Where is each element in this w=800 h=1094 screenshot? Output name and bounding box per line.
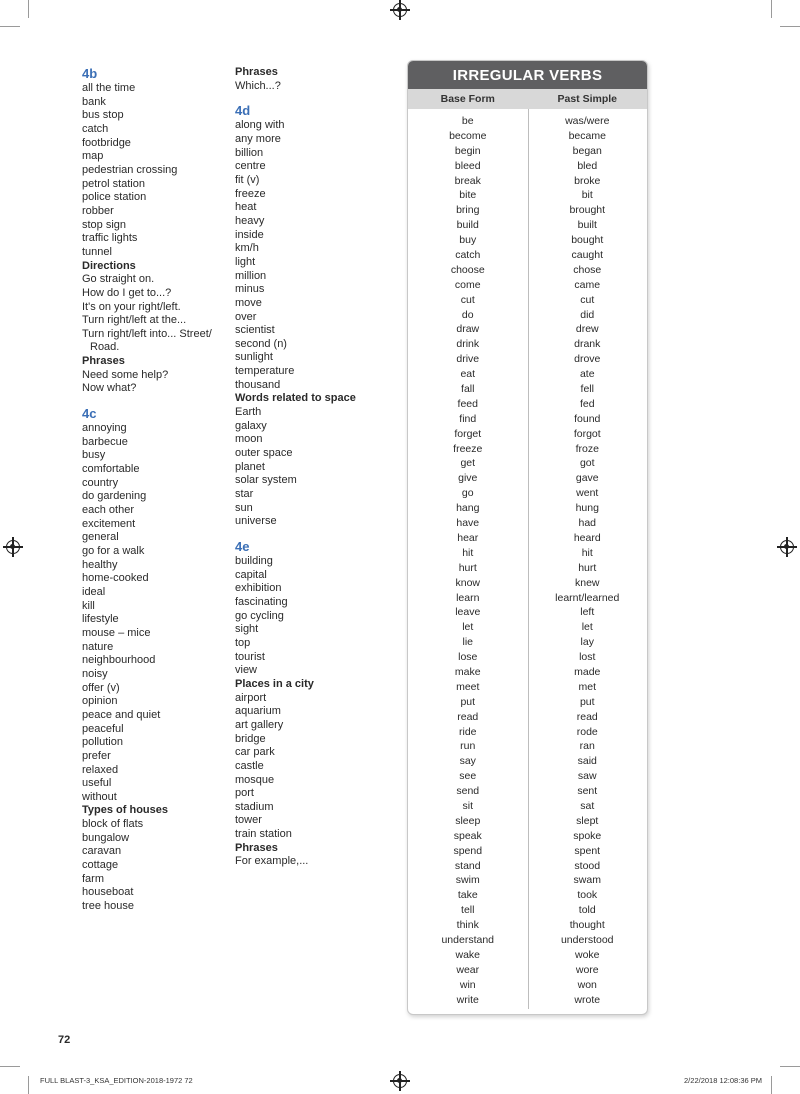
vocabulary-item: mosque <box>235 773 275 786</box>
vocabulary-item: art gallery <box>235 718 284 731</box>
subheading: Types of houses <box>82 804 168 817</box>
base-form-cell: know <box>455 576 480 589</box>
vocabulary-item: light <box>235 255 256 268</box>
vocabulary-item: home-cooked <box>82 572 149 585</box>
section-heading: 4c <box>82 406 97 422</box>
vocabulary-item: view <box>235 664 258 677</box>
vocabulary-item: relaxed <box>82 763 119 776</box>
past-simple-cell: hung <box>575 502 599 515</box>
subheading: Phrases <box>235 841 278 854</box>
vocabulary-item: sight <box>235 623 259 636</box>
past-simple-cell: froze <box>575 442 599 455</box>
past-simple-cell: understood <box>560 933 614 946</box>
vocabulary-item: stop sign <box>82 218 127 231</box>
past-simple-cell: drew <box>575 323 599 336</box>
base-form-cell: eat <box>460 368 476 381</box>
base-form-cell: be <box>461 115 474 127</box>
section-heading: 4d <box>235 103 251 119</box>
vocabulary-item: Road. <box>90 341 120 354</box>
vocabulary-item: any more <box>235 132 281 145</box>
past-simple-cell: fell <box>580 383 594 396</box>
past-simple-cell: hurt <box>578 561 597 574</box>
base-form-cell: say <box>459 755 476 768</box>
past-simple-cell: sat <box>580 799 595 812</box>
crop-mark <box>28 1076 29 1094</box>
vocabulary-item: Need some help? <box>82 368 169 381</box>
crop-mark <box>0 1066 20 1067</box>
base-form-cell: feed <box>457 397 478 410</box>
past-simple-cell: put <box>579 695 595 708</box>
base-form-cell: bleed <box>454 159 481 172</box>
base-form-cell: do <box>461 308 474 321</box>
base-form-cell: swim <box>455 874 480 887</box>
base-form-column <box>408 114 528 1007</box>
vocabulary-item: footbridge <box>82 136 131 149</box>
vocabulary-item: aquarium <box>235 705 281 718</box>
past-simple-cell: said <box>577 755 597 768</box>
base-form-cell: tell <box>461 904 475 917</box>
section-heading: 4e <box>235 539 250 554</box>
past-simple-cell: was/were <box>565 115 610 127</box>
vocabulary-item: universe <box>235 515 277 528</box>
past-simple-cell: ran <box>579 740 595 753</box>
crop-mark <box>28 0 29 18</box>
past-simple-cell: spoke <box>573 829 602 842</box>
past-simple-cell: saw <box>577 770 597 783</box>
crop-mark <box>771 0 772 18</box>
crop-mark <box>780 1066 800 1067</box>
page-number: 72 <box>58 1034 71 1046</box>
subheading: Words related to space <box>235 392 356 405</box>
base-form-cell: give <box>458 472 478 485</box>
base-form-cell: wear <box>456 963 480 976</box>
past-simple-cell: broke <box>574 174 601 187</box>
vocabulary-item: building <box>235 555 273 567</box>
past-simple-cell: made <box>574 665 601 678</box>
registration-mark-icon <box>393 1074 407 1088</box>
past-simple-cell: brought <box>569 204 606 217</box>
vocabulary-item: over <box>235 310 257 323</box>
vocabulary-item: police station <box>82 191 147 204</box>
base-form-cell: wake <box>455 948 480 961</box>
past-simple-cell: wore <box>575 963 599 976</box>
vocabulary-item: opinion <box>82 695 118 708</box>
vocabulary-item: fascinating <box>235 595 288 608</box>
base-form-cell: ride <box>458 725 477 738</box>
vocabulary-item: go for a walk <box>82 545 145 557</box>
base-form-cell: take <box>457 889 478 902</box>
base-form-cell: understand <box>441 933 495 946</box>
past-simple-cell: spent <box>574 844 601 857</box>
past-simple-column <box>528 114 648 1007</box>
past-simple-cell: fed <box>579 397 595 410</box>
vocabulary-item: all the time <box>82 82 136 94</box>
print-slug-timestamp: 2/22/2018 12:08:36 PM <box>684 1076 762 1085</box>
past-simple-cell: came <box>574 278 601 291</box>
base-form-cell: begin <box>454 144 481 157</box>
base-form-header: Base Form <box>440 93 495 105</box>
base-form-cell: sit <box>462 799 473 812</box>
vocabulary-item: offer (v) <box>82 681 120 694</box>
base-form-cell: send <box>456 785 480 798</box>
base-form-cell: write <box>456 993 479 1006</box>
vocabulary-item: exhibition <box>235 582 282 595</box>
base-form-cell: freeze <box>453 442 483 455</box>
base-form-cell: speak <box>453 829 482 842</box>
vocabulary-item: bungalow <box>82 831 130 844</box>
past-simple-header: Past Simple <box>557 93 618 105</box>
base-form-cell: choose <box>450 263 485 276</box>
base-form-cell: leave <box>455 606 481 619</box>
past-simple-cell: ate <box>579 368 595 381</box>
vocabulary-item: For example,... <box>235 855 309 868</box>
registration-mark-icon <box>780 540 794 554</box>
vocabulary-item: billion <box>235 146 264 159</box>
vocabulary-item: sunlight <box>235 351 273 364</box>
base-form-cell: forget <box>454 427 482 440</box>
vocabulary-item: bank <box>82 95 106 108</box>
base-form-cell: catch <box>455 249 481 262</box>
vocabulary-item: farm <box>82 872 104 885</box>
table-header-row <box>408 89 647 109</box>
vocabulary-item: train station <box>235 828 292 841</box>
past-simple-cell: let <box>581 621 593 634</box>
vocabulary-item: busy <box>82 449 106 462</box>
vocabulary-item: capital <box>235 568 267 581</box>
vocabulary-item: outer space <box>235 447 293 460</box>
registration-mark-icon <box>6 540 20 554</box>
vocabulary-item: caravan <box>82 845 122 858</box>
base-form-cell: run <box>460 740 476 753</box>
past-simple-cell: gave <box>575 472 599 485</box>
past-simple-cell: went <box>576 487 599 500</box>
vocabulary-item: catch <box>82 122 109 135</box>
vocabulary-item: noisy <box>82 667 108 680</box>
vocabulary-item: thousand <box>235 378 281 391</box>
past-simple-cell: did <box>580 308 595 321</box>
base-form-cell: read <box>457 710 479 723</box>
past-simple-cell: slept <box>576 814 599 827</box>
past-simple-cell: rode <box>576 725 598 738</box>
word-list-column-1 <box>82 66 222 914</box>
vocabulary-item: temperature <box>235 365 295 378</box>
vocabulary-item: tree house <box>82 900 134 913</box>
base-form-cell: fall <box>461 383 475 396</box>
past-simple-cell: wrote <box>574 993 601 1006</box>
crop-mark <box>780 26 800 27</box>
past-simple-cell: chose <box>573 263 602 276</box>
vocabulary-item: move <box>235 296 262 309</box>
vocabulary-item: kill <box>82 599 95 612</box>
vocabulary-item: tourist <box>235 650 265 663</box>
base-form-cell: learn <box>456 591 480 604</box>
base-form-cell: make <box>454 665 481 678</box>
base-form-cell: break <box>454 174 481 187</box>
vocabulary-item: block of flats <box>82 818 144 831</box>
irregular-verbs-table <box>407 60 648 1015</box>
vocabulary-item: galaxy <box>235 419 267 432</box>
past-simple-cell: took <box>577 889 598 902</box>
past-simple-cell: left <box>580 606 595 619</box>
vocabulary-item: star <box>235 488 254 501</box>
vocabulary-item: excitement <box>82 517 136 530</box>
base-form-cell: sleep <box>455 814 481 827</box>
past-simple-cell: won <box>577 978 597 991</box>
past-simple-cell: found <box>574 412 601 425</box>
base-form-cell: meet <box>456 680 480 693</box>
past-simple-cell: began <box>572 144 602 157</box>
base-form-cell: hear <box>457 531 479 544</box>
past-simple-cell: met <box>578 680 596 693</box>
past-simple-cell: drank <box>574 338 601 351</box>
past-simple-cell: bit <box>581 189 593 202</box>
vocabulary-item: comfortable <box>82 463 140 476</box>
past-simple-cell: built <box>577 219 597 232</box>
base-form-cell: go <box>461 487 474 500</box>
vocabulary-item: lifestyle <box>82 613 119 626</box>
vocabulary-item: Go straight on. <box>82 273 155 286</box>
vocabulary-item: houseboat <box>82 886 134 899</box>
base-form-cell: build <box>456 219 479 232</box>
past-simple-cell: drove <box>574 353 601 366</box>
word-list-column-2 <box>235 66 395 869</box>
past-simple-cell: got <box>579 457 595 470</box>
past-simple-cell: woke <box>574 948 600 961</box>
vocabulary-item: peace and quiet <box>82 708 161 721</box>
vocabulary-item: annoying <box>82 422 127 435</box>
past-simple-cell: had <box>578 517 597 530</box>
subheading: Phrases <box>82 355 125 368</box>
past-simple-cell: cut <box>580 293 595 306</box>
vocabulary-item: Now what? <box>82 382 137 395</box>
vocabulary-item: bus stop <box>82 109 124 122</box>
vocabulary-item: nature <box>82 640 114 653</box>
past-simple-cell: knew <box>574 576 600 589</box>
vocabulary-item: go cycling <box>235 609 284 622</box>
vocabulary-item: airport <box>235 691 267 704</box>
past-simple-cell: bought <box>571 234 604 247</box>
vocabulary-item: petrol station <box>82 177 145 190</box>
past-simple-cell: read <box>576 710 598 723</box>
base-form-cell: spend <box>453 844 483 857</box>
vocabulary-item: bridge <box>235 732 266 745</box>
vocabulary-item: minus <box>235 283 265 296</box>
base-form-cell: become <box>449 129 487 142</box>
past-simple-cell: caught <box>571 249 604 262</box>
past-simple-cell: lost <box>579 651 596 664</box>
irregular-verbs-title: IRREGULAR VERBS <box>408 61 647 89</box>
vocabulary-item: Which...? <box>235 79 281 92</box>
vocabulary-item: solar system <box>235 474 297 487</box>
base-form-cell: hurt <box>458 561 477 574</box>
vocabulary-item: castle <box>235 759 264 772</box>
base-form-cell: bite <box>459 189 477 202</box>
past-simple-cell: sent <box>577 785 598 798</box>
vocabulary-item: useful <box>82 777 112 790</box>
vocabulary-item: sun <box>235 501 253 514</box>
vocabulary-item: second (n) <box>235 337 287 350</box>
past-simple-cell: became <box>568 129 606 142</box>
vocabulary-item: Turn right/left into... Street/ <box>82 327 212 340</box>
vocabulary-item: tower <box>235 814 262 827</box>
vocabulary-item: freeze <box>235 187 266 200</box>
section-heading: 4b <box>82 66 98 81</box>
vocabulary-item: How do I get to...? <box>82 286 172 299</box>
vocabulary-item: stadium <box>235 800 274 813</box>
vocabulary-item: prefer <box>82 749 111 762</box>
vocabulary-item: cottage <box>82 859 119 872</box>
base-form-cell: bring <box>456 204 480 217</box>
vocabulary-item: heavy <box>235 214 265 227</box>
vocabulary-item: barbecue <box>82 435 128 448</box>
vocabulary-item: neighbourhood <box>82 654 156 667</box>
vocabulary-item: map <box>82 150 104 163</box>
vocabulary-item: heat <box>235 201 257 214</box>
vocabulary-item: healthy <box>82 558 118 571</box>
vocabulary-item: ideal <box>82 585 106 598</box>
vocabulary-item: pollution <box>82 736 123 749</box>
crop-mark <box>0 26 20 27</box>
base-form-cell: hit <box>462 546 474 559</box>
base-form-cell: have <box>456 517 480 530</box>
vocabulary-item: fit (v) <box>235 173 260 186</box>
past-simple-cell: forgot <box>573 427 601 440</box>
vocabulary-item: inside <box>235 228 264 241</box>
subheading: Places in a city <box>235 677 314 690</box>
vocabulary-item: Turn right/left at the... <box>82 314 187 327</box>
vocabulary-item: planet <box>235 460 265 473</box>
past-simple-cell: bled <box>577 159 598 172</box>
vocabulary-item: robber <box>82 204 114 217</box>
past-simple-cell: told <box>578 904 596 917</box>
base-form-cell: find <box>459 412 477 425</box>
past-simple-cell: lay <box>580 636 594 649</box>
vocabulary-item: It's on your right/left. <box>82 300 181 313</box>
print-slug-file: FULL BLAST-3_KSA_EDITION-2018-1972 72 <box>40 1076 193 1085</box>
past-simple-cell: stood <box>574 859 601 872</box>
vocabulary-item: country <box>82 476 119 489</box>
past-simple-cell: heard <box>573 531 601 544</box>
vocabulary-item: km/h <box>235 242 259 255</box>
base-form-cell: drive <box>456 353 480 366</box>
vocabulary-item: car park <box>235 746 275 759</box>
vocabulary-item: centre <box>235 160 266 173</box>
vocabulary-item: without <box>82 790 117 803</box>
vocabulary-item: top <box>235 636 251 649</box>
vocabulary-item: port <box>235 787 254 800</box>
past-simple-cell: swam <box>573 874 601 887</box>
past-simple-cell: thought <box>569 919 605 932</box>
registration-mark-icon <box>393 3 407 17</box>
base-form-cell: win <box>459 978 476 991</box>
subheading: Directions <box>82 259 136 272</box>
subheading: Phrases <box>235 66 278 78</box>
vocabulary-item: traffic lights <box>82 232 138 245</box>
base-form-cell: let <box>462 621 474 634</box>
base-form-cell: stand <box>454 859 481 872</box>
verbs-body <box>408 109 647 1007</box>
vocabulary-item: mouse – mice <box>82 626 151 639</box>
vocabulary-item: along with <box>235 119 285 132</box>
base-form-cell: lie <box>462 636 473 649</box>
base-form-cell: get <box>460 457 476 470</box>
vocabulary-item: peaceful <box>82 722 124 735</box>
vocabulary-item: tunnel <box>82 245 112 258</box>
vocabulary-item: moon <box>235 433 263 446</box>
vocabulary-item: do gardening <box>82 490 147 503</box>
base-form-cell: see <box>459 770 477 783</box>
base-form-cell: draw <box>456 323 480 336</box>
base-form-cell: cut <box>460 293 475 306</box>
vocabulary-item: scientist <box>235 324 275 337</box>
vocabulary-item: general <box>82 531 119 544</box>
base-form-cell: drink <box>456 338 480 351</box>
base-form-cell: think <box>456 919 479 932</box>
base-form-cell: hang <box>456 502 480 515</box>
base-form-cell: buy <box>459 234 477 247</box>
vocabulary-item: million <box>235 269 267 282</box>
vocabulary-item: Earth <box>235 406 262 419</box>
vocabulary-item: each other <box>82 504 134 517</box>
past-simple-cell: learnt/learned <box>555 591 620 604</box>
vocabulary-item: pedestrian crossing <box>82 163 178 176</box>
crop-mark <box>771 1076 772 1094</box>
base-form-cell: put <box>460 695 476 708</box>
past-simple-cell: hit <box>581 546 593 559</box>
base-form-cell: come <box>454 278 481 291</box>
base-form-cell: lose <box>458 651 478 664</box>
